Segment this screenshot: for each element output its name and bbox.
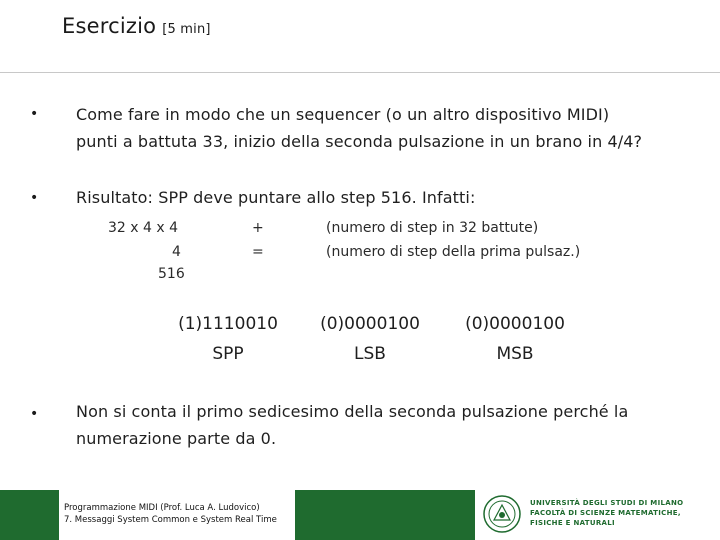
footer-course-info: [64, 502, 277, 526]
university-name-line-2: FACOLTÀ DI SCIENZE MATEMATICHE,: [530, 509, 681, 517]
slide-title: [62, 14, 211, 38]
calc-row-2-expr: 4: [172, 244, 181, 260]
bits-lsb-value: (0)0000100: [320, 314, 420, 334]
footer-course-line-1: Programmazione MIDI (Prof. Luca A. Ludovico): [64, 503, 260, 513]
calc-row-2-note: (numero di step della prima pulsaz.): [326, 244, 581, 260]
university-name-line-3: FISICHE E NATURALI: [530, 519, 615, 527]
bits-spp-label: SPP: [212, 344, 244, 364]
bullet-note-line-1: Non si conta il primo sedicesimo della seconda pulsazione perché la: [76, 402, 629, 421]
calc-row-1-op: +: [252, 220, 264, 236]
calc-row-1-expr: 32 x 4 x 4: [108, 220, 178, 236]
slide-title-duration: [5 min]: [162, 22, 211, 37]
footer-course-line-2: 7. Messaggi System Common e System Real Time: [64, 515, 277, 525]
bullet-icon: •: [30, 190, 39, 206]
title-divider: [0, 72, 720, 73]
bits-msb-label: MSB: [496, 344, 534, 364]
calc-row-1-note: (numero di step in 32 battute): [326, 220, 539, 236]
bullet-question-line-2: punti a battuta 33, inizio della seconda pulsazione in un brano in 4/4?: [76, 132, 643, 151]
bullet-question-line-1: Come fare in modo che un sequencer (o un altro dispositivo MIDI): [76, 105, 610, 124]
bits-lsb-label: LSB: [354, 344, 386, 364]
bullet-icon: •: [30, 406, 39, 422]
calc-row-3-result: 516: [158, 266, 185, 282]
bullet-note-line-2: numerazione parte da 0.: [76, 429, 277, 448]
university-name: [530, 498, 683, 528]
bits-msb-value: (0)0000100: [465, 314, 565, 334]
university-name-line-1: UNIVERSITÀ DEGLI STUDI DI MILANO: [530, 499, 684, 507]
bits-spp-value: (1)1110010: [178, 314, 278, 334]
bullet-icon: •: [30, 106, 39, 122]
slide-title-main: Esercizio: [62, 14, 157, 38]
university-seal-icon: [482, 494, 522, 534]
bullet-question: [76, 101, 716, 155]
calc-row-2-op: =: [252, 244, 264, 260]
bullet-result: [76, 184, 716, 211]
bullet-note: [76, 398, 716, 452]
bullet-result-line-1: Risultato: SPP deve puntare allo step 516. Infatti:: [76, 188, 476, 207]
